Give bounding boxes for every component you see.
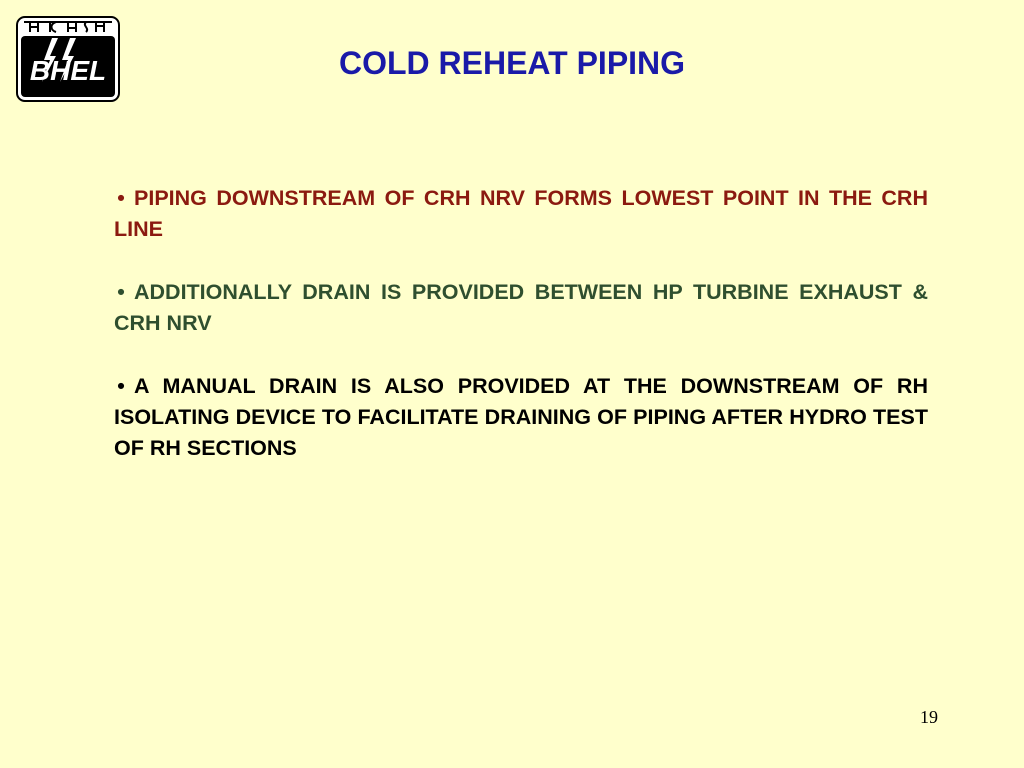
logo-text: BHEL [29,55,107,86]
bullet-marker: • [117,186,125,210]
page-title: COLD REHEAT PIPING [338,45,686,81]
bullet-marker: • [117,280,125,304]
bullet-text: A MANUAL DRAIN IS ALSO PROVIDED AT THE DOWNSTREAM OF RH ISOLATING DEVICE TO FACILITATE DRAINING OF PIPING AFTER HYDRO TEST OF RH SECTIONS [114,374,928,460]
bullet-item-3 [114,371,928,464]
bullet-marker: • [117,374,125,398]
bullet-item-1 [114,183,928,245]
bullet-item-2 [114,277,928,339]
bullet-text: ADDITIONALLY DRAIN IS PROVIDED BETWEEN HP TURBINE EXHAUST & CRH NRV [114,280,928,335]
page-number: 19 [920,707,938,727]
bullet-list [114,183,928,496]
bullet-text: PIPING DOWNSTREAM OF CRH NRV FORMS LOWEST POINT IN THE CRH LINE [114,186,928,241]
